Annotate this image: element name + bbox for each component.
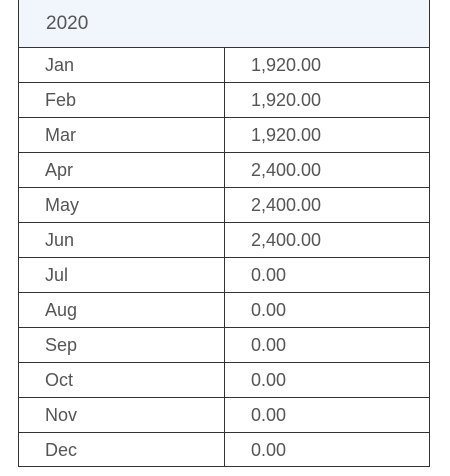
table-row — [18, 48, 430, 83]
table-row — [18, 293, 430, 328]
table-row — [18, 118, 430, 153]
value-cell: 1,920.00 — [251, 90, 322, 110]
table-row — [18, 398, 430, 433]
month-cell: Jul — [19, 258, 225, 292]
month-cell: Dec — [19, 433, 225, 466]
year-header: 2020 — [18, 0, 430, 48]
table-row — [18, 363, 430, 398]
month-cell: Apr — [19, 153, 225, 187]
value-cell: 0.00 — [251, 370, 287, 390]
month-cell: Feb — [19, 83, 225, 117]
value-cell: 2,400.00 — [251, 195, 322, 215]
value-cell: 0.00 — [251, 440, 287, 460]
month-cell: Oct — [19, 363, 225, 397]
table-row — [18, 328, 430, 363]
value-cell: 1,920.00 — [251, 125, 322, 145]
month-cell: Nov — [19, 398, 225, 432]
month-cell: May — [19, 188, 225, 222]
value-cell: 2,400.00 — [251, 160, 322, 180]
month-cell: Mar — [19, 118, 225, 152]
value-cell: 2,400.00 — [251, 230, 322, 250]
value-cell: 0.00 — [251, 405, 287, 425]
value-cell: 0.00 — [251, 335, 287, 355]
table-row — [18, 258, 430, 293]
table-row — [18, 223, 430, 258]
monthly-values-table — [18, 0, 430, 467]
value-cell: 1,920.00 — [251, 55, 322, 75]
table-row — [18, 188, 430, 223]
value-cell: 0.00 — [251, 300, 287, 320]
table-row — [18, 83, 430, 118]
table-row — [18, 153, 430, 188]
table-row — [18, 433, 430, 467]
month-cell: Sep — [19, 328, 225, 362]
month-cell: Aug — [19, 293, 225, 327]
month-cell: Jan — [19, 48, 225, 82]
month-cell: Jun — [19, 223, 225, 257]
value-cell: 0.00 — [251, 265, 287, 285]
